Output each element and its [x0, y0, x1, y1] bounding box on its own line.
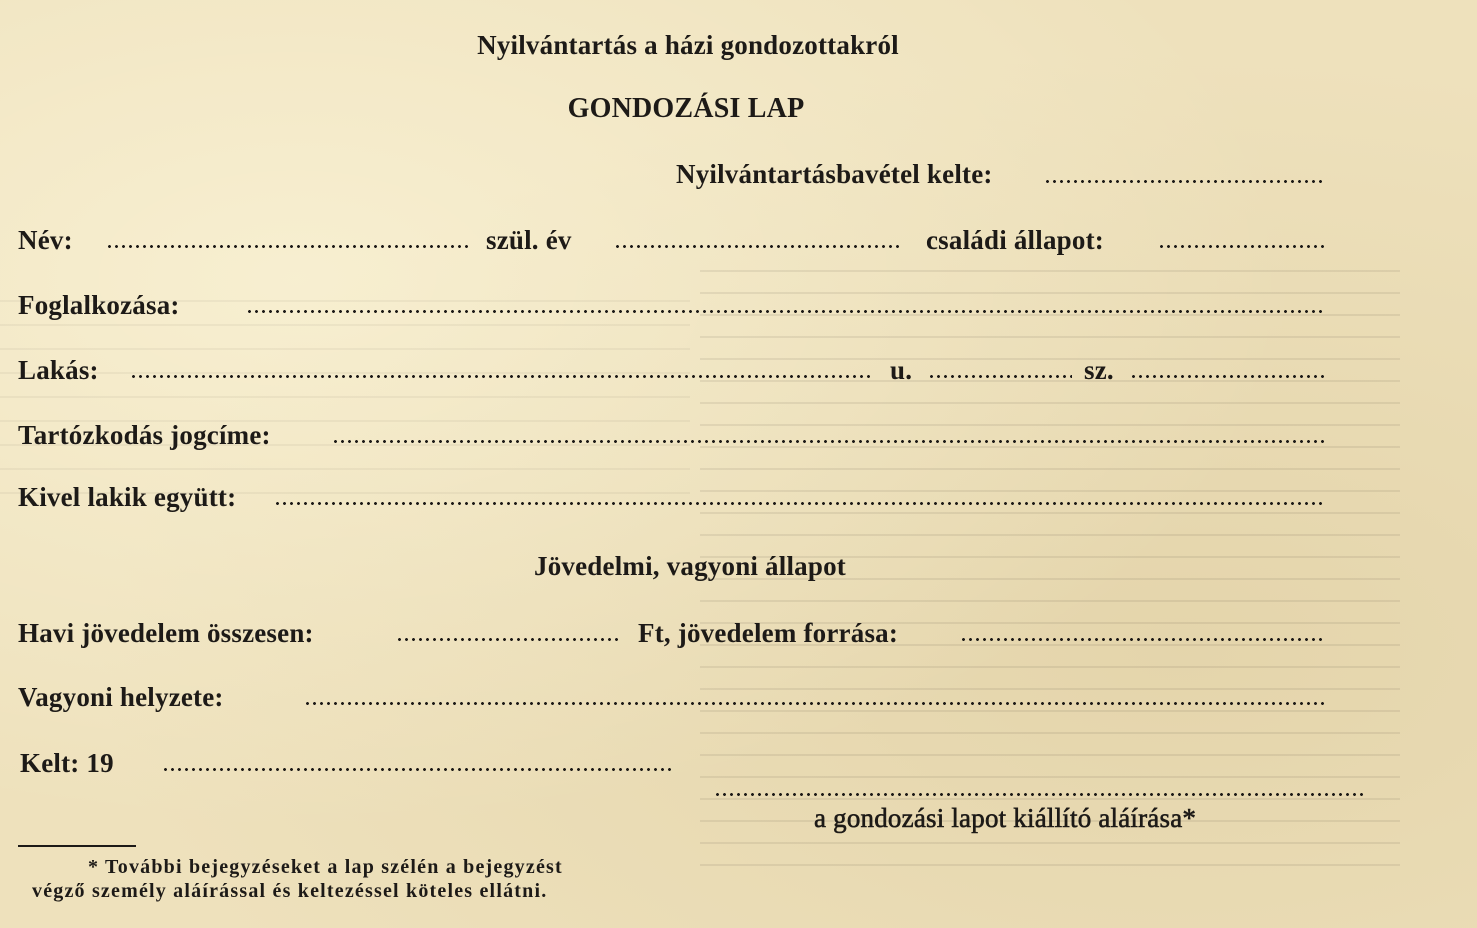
- registration-date-field[interactable]: [1044, 180, 1326, 183]
- street-abbrev: u.: [890, 355, 913, 385]
- assets-field[interactable]: [304, 702, 1326, 705]
- signature-caption: a gondozási lapot kiállító aláírása*: [814, 803, 1197, 833]
- monthly-income-field[interactable]: [396, 638, 622, 641]
- number-abbrev: sz.: [1084, 355, 1114, 385]
- dated-field[interactable]: [162, 768, 674, 771]
- income-source-label: Ft, jövedelem forrása:: [638, 618, 899, 648]
- signature-field[interactable]: [714, 793, 1366, 796]
- footnote-line-1: * További bejegyzéseket a lap szélén a bejegyzést: [88, 856, 563, 878]
- marital-status-label: családi állapot:: [926, 225, 1104, 255]
- address-street-field[interactable]: [928, 375, 1072, 378]
- form-title: GONDOZÁSI LAP: [567, 93, 805, 124]
- occupation-field[interactable]: [246, 310, 1326, 313]
- residence-title-field[interactable]: [332, 440, 1326, 443]
- footnote-rule: [18, 845, 136, 847]
- dated-label: Kelt: 19: [20, 748, 114, 778]
- name-field[interactable]: [106, 245, 470, 248]
- assets-label: Vagyoni helyzete:: [18, 682, 224, 712]
- occupation-label: Foglalkozása:: [18, 290, 180, 320]
- lives-with-label: Kivel lakik együtt:: [18, 482, 237, 512]
- birth-year-field[interactable]: [614, 245, 902, 248]
- show-through-texture-left: [0, 300, 690, 500]
- form-subtitle: Nyilvántartás a házi gondozottakról: [477, 30, 899, 60]
- footnote-line-2: végző személy aláírással és keltezéssel köteles ellátni.: [32, 880, 548, 902]
- address-label: Lakás:: [18, 355, 99, 385]
- name-label: Név:: [18, 225, 73, 255]
- registration-date-label: Nyilvántartásbavétel kelte:: [676, 159, 993, 189]
- birth-year-label: szül. év: [486, 225, 572, 255]
- income-section-title: Jövedelmi, vagyoni állapot: [534, 551, 846, 581]
- income-source-field[interactable]: [960, 638, 1326, 641]
- marital-status-field[interactable]: [1158, 245, 1326, 248]
- lives-with-field[interactable]: [274, 502, 1326, 505]
- monthly-income-label: Havi jövedelem összesen:: [18, 618, 314, 648]
- address-city-field[interactable]: [130, 375, 874, 378]
- address-number-field[interactable]: [1130, 375, 1326, 378]
- residence-title-label: Tartózkodás jogcíme:: [18, 420, 271, 450]
